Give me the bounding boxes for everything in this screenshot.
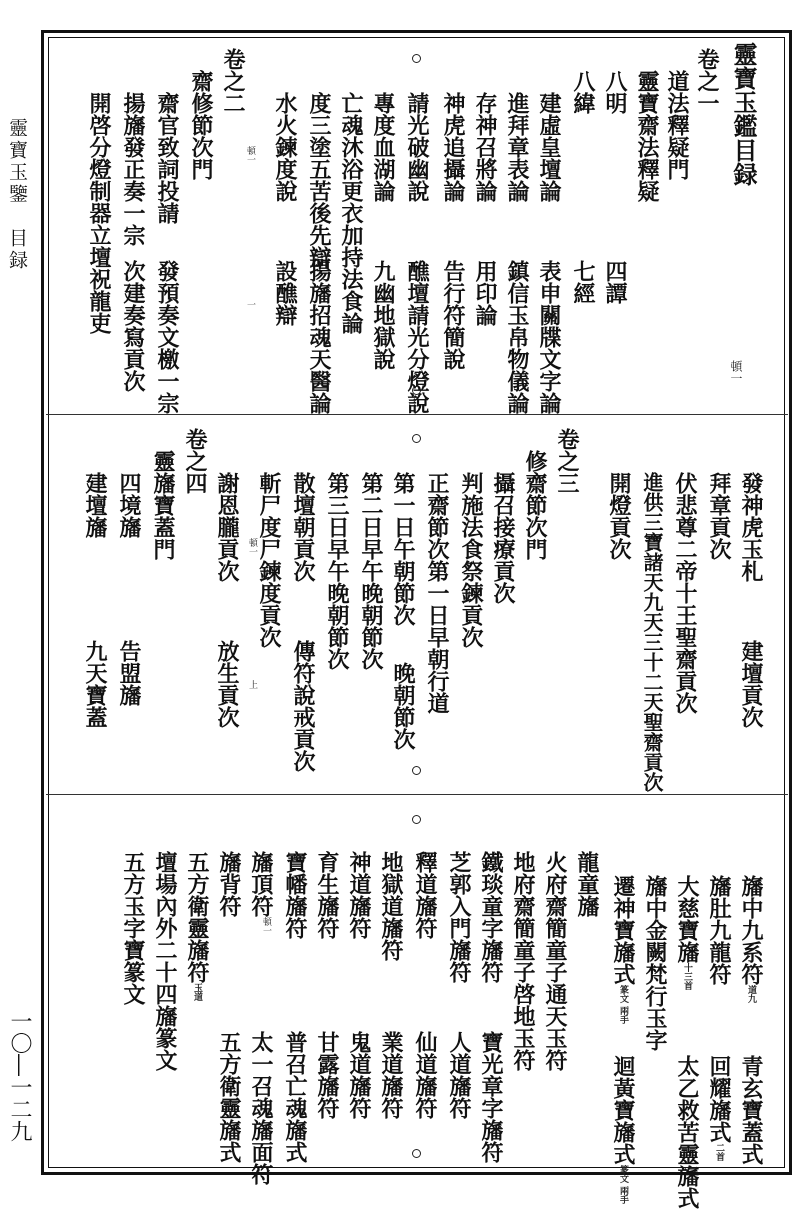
toc-line: 八緯 七經 (570, 70, 596, 304)
toc-line: 亡魂沐浴更衣加持法食論 (338, 92, 364, 334)
toc-line: 釋道旛符 仙道旛符 (412, 851, 438, 1119)
toc-line: 拜章貢次 (706, 472, 732, 560)
toc-line: 壇場內外二十四旛篆文 (152, 851, 178, 1071)
toc-line: 判施法食祭鍊貢次 (458, 472, 484, 648)
toc-line: 地府齋簡童子啓地玉符 (510, 851, 536, 1071)
toc-line: 神道旛符 鬼道旛符 (346, 851, 372, 1119)
toc-line: 神虎追攝論 告行符簡說 (440, 92, 466, 370)
toc-line: 斬尸度尸鍊度貢次 (256, 472, 282, 648)
toc-line: 卷之三 (554, 428, 580, 494)
toc-line: 五方玉字寶篆文 (120, 851, 146, 1005)
toc-line: 道法釋疑門 (664, 70, 690, 180)
toc-line: 開燈貢次 (606, 472, 632, 560)
toc-line: 旛中九系符道九 青玄寶蓋式 (738, 875, 764, 1165)
panel-divider (46, 794, 788, 795)
toc-line: 第三日早午晚朝節次 (324, 472, 350, 670)
toc-line: 攝召接療貢次 (490, 472, 516, 604)
toc-line: 地獄道旛符 業道旛符 (378, 851, 404, 1119)
toc-line: 水火鍊度說 設醮辯 (272, 92, 298, 326)
toc-line: 四境旛 告盟旛 (116, 472, 142, 706)
toc-line: 齋修節次門 (188, 70, 214, 180)
toc-line: 大慈寶旛十三首 太乙救苦靈旛式 (674, 875, 700, 1209)
toc-line: 發神虎玉札 建壇貢次 (738, 472, 764, 728)
toc-line: 遷神寶旛式篆文 兩手 迴黃寶旛式篆文 兩手 (610, 875, 636, 1205)
folio-mark: 頓一 (261, 917, 271, 935)
collation-circle (412, 54, 421, 63)
folio-mark: 上 (247, 680, 257, 689)
toc-line: 芝郭入門旛符 人道旛符 (446, 851, 472, 1119)
toc-line: 正齋節次第一日早朝行道 (424, 472, 450, 714)
collation-circle (412, 815, 421, 824)
folio-mark: 頓一 (729, 360, 743, 384)
toc-line: 八明 四譚 (602, 70, 628, 304)
toc-line: 進供三寶諸天九天三十二天聖齋貢次 (640, 472, 664, 792)
toc-line: 請光破幽說 醮壇請光分燈說 (404, 92, 430, 414)
toc-line: 育生旛符 甘露旛符 (314, 851, 340, 1119)
toc-line: 建虛皇壇論 表申關牒文字論 (536, 92, 562, 414)
toc-line: 旛背符 五方衛靈旛式 (216, 851, 242, 1163)
toc-line: 散壇朝貢次 傳符說戒貢次 (290, 472, 316, 772)
folio-mark: 一 (245, 300, 255, 309)
collation-circle (412, 434, 421, 443)
toc-line: 第二日早午晚朝節次 (358, 472, 384, 670)
toc-line: 專度血湖論 九幽地獄說 (370, 92, 396, 370)
toc-line: 謝恩朧貢次 放生貢次 (214, 472, 240, 728)
toc-line: 卷之一 (694, 48, 720, 114)
toc-line: 齋官致詞投請 發預奏文檄一宗 (154, 92, 180, 414)
toc-line: 鐵琰童字旛符 寶光章字旛符 (478, 851, 504, 1163)
toc-line: 進拜章表論 鎮信玉帛物儀論 (504, 92, 530, 414)
toc-line: 開啓分燈制器立壇祝龍吏 (86, 92, 112, 334)
toc-line: 靈旛寶蓋門 (150, 450, 176, 560)
toc-line: 旛中金闕梵行玉字 (642, 875, 668, 1051)
panel-top (48, 38, 786, 412)
toc-line: 修齋節次門 (522, 450, 548, 560)
toc-line: 第一日午朝節次 晚朝節次 (390, 472, 416, 750)
toc-line: 伏悲尊二帝十王聖齋貢次 (672, 472, 698, 714)
toc-line: 靈寶齋法釋疑 (634, 70, 660, 202)
toc-line: 建壇旛 九天寶蓋 (82, 472, 108, 728)
panel-bottom (48, 797, 786, 1209)
book-title: 靈寶玉鑑目録 (729, 42, 758, 186)
margin-book-title: 靈寶玉鑒 目録 (6, 118, 28, 272)
toc-line: 揚旛發正奏一宗 次建奏寫貢次 (120, 92, 146, 392)
toc-line: 火府齋簡童子通天玉符 (542, 851, 568, 1071)
toc-line: 度三塗五苦後先辯 揚旛招魂天醫論 (306, 92, 332, 414)
toc-line: 旛頂符 太一召魂旛面符 (248, 851, 274, 1185)
panel-middle (48, 418, 786, 790)
toc-line: 龍童旛 (574, 851, 600, 917)
toc-line: 寶幡旛符 普召亡魂旛式 (282, 851, 308, 1163)
toc-line: 卷之二 (220, 48, 246, 114)
margin-page-number: 一〇―一二九 (7, 1010, 32, 1142)
folio-mark: 頓一 (245, 146, 255, 164)
folio-mark: 頓一 (247, 538, 257, 556)
toc-line: 旛肚九龍符 回耀旛式二首 (706, 875, 732, 1161)
toc-line: 卷之四 (182, 428, 208, 494)
toc-line: 存神召將論 用印論 (472, 92, 498, 326)
toc-line: 五方衛靈旛符玉道 (184, 851, 210, 1001)
